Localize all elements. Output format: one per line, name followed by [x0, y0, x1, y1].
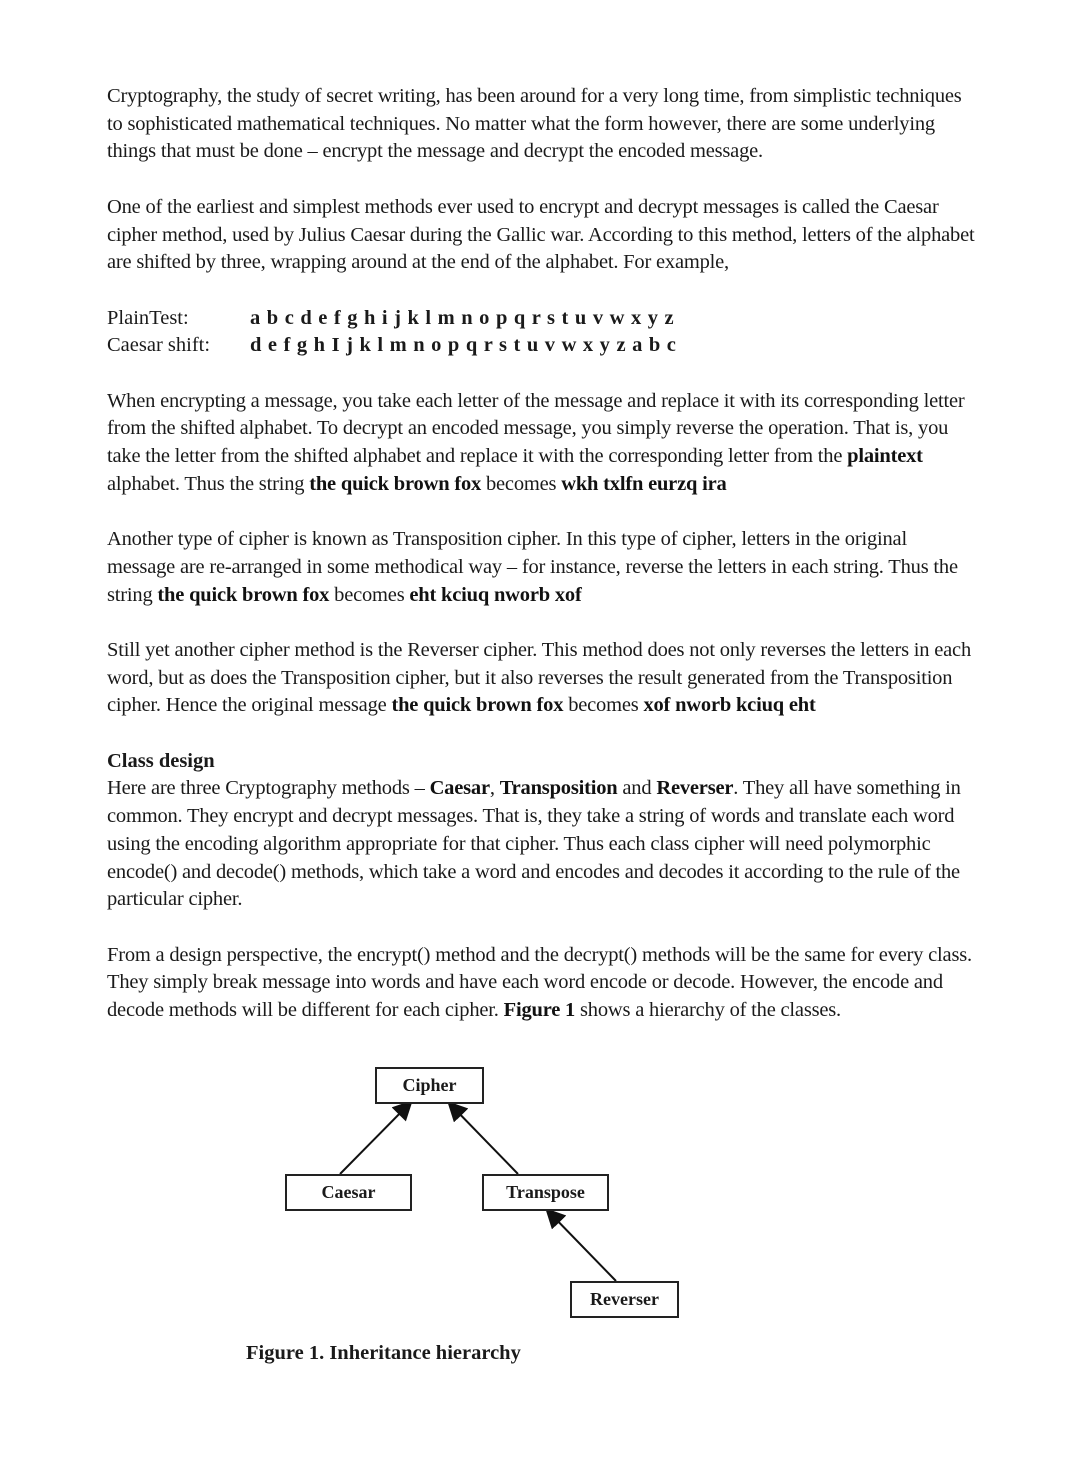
- text: ,: [489, 777, 500, 800]
- plaintext-row: [107, 305, 977, 333]
- bold-result: eht kciuq nworb xof: [409, 583, 582, 606]
- caesar-shift-label: Caesar shift:: [107, 334, 211, 357]
- document-page: [107, 83, 977, 1052]
- class-design-paragraph: [107, 775, 977, 914]
- reverser-paragraph: [107, 637, 977, 720]
- arrow-reverser-to-transpose: [548, 1211, 616, 1281]
- design-perspective-paragraph: [107, 942, 977, 1025]
- arrow-transpose-to-cipher: [450, 1104, 518, 1174]
- arrow-caesar-to-cipher: [340, 1103, 410, 1174]
- figure-reference: Figure 1: [503, 999, 576, 1022]
- transpose-class-box: Transpose: [482, 1174, 609, 1211]
- plaintext-letters: a b c d e f g h i j k l m n o p q r s t u v w x y z: [250, 306, 675, 329]
- text: Another type of cipher is known as Transposition cipher. In this type of cipher, letters in the original message are re-arranged in some methodical way – for instance, reverse the letters in each string. Thus the string: [107, 528, 958, 606]
- text: Still yet another cipher method is the Reverser cipher. This method does not only reverses the letters in each word, but as does the Transposition cipher, but it also reverses the result generated from the Transposition cipher. Hence the original message: [107, 638, 972, 717]
- bold-example: the quick brown fox: [157, 583, 330, 606]
- bold-result: wkh txlfn eurzq ira: [561, 472, 727, 495]
- caesar-shift-row: [107, 332, 977, 360]
- text: becomes: [563, 694, 644, 717]
- text: becomes: [329, 583, 410, 606]
- encrypting-paragraph: [107, 388, 977, 499]
- plaintext-label: PlainTest:: [107, 306, 189, 329]
- caesar-intro-paragraph: One of the earliest and simplest methods ever used to encrypt and decrypt messages is called the Caesar cipher method, used by Julius Caesar during the Gallic war. According to this method, letters of the alphabet are shifted by three, wrapping around at the end of the alphabet. For example,: [107, 195, 975, 274]
- bold-term: Transposition: [499, 777, 618, 800]
- bold-term: Caesar: [429, 777, 490, 800]
- text: . They all have something in common. They encrypt and decrypt messages. That is, they take a string of words and translate each word using the encoding algorithm appropriate for that cipher. Thus each class cipher will need polymorphic encode() and decode() methods, which take a word and encodes and decodes it according to the rule of the particular cipher.: [107, 777, 961, 911]
- text: From a design perspective, the encrypt() method and the decrypt() methods will be the same for every class. They simply break message into words and have each word encode or decode. However, the encode and decode methods will be different for each cipher.: [107, 943, 972, 1022]
- intro-paragraph: Cryptography, the study of secret writing, has been around for a very long time, from simplistic techniques to sophisticated mathematical techniques. No matter what the form however, there are some underlying things that must be done – encrypt the message and decrypt the encoded message.: [107, 85, 962, 163]
- bold-example: the quick brown fox: [309, 472, 482, 495]
- bold-term: plaintext: [847, 445, 923, 468]
- text: Here are three Cryptography methods –: [107, 777, 430, 800]
- text: When encrypting a message, you take each letter of the message and replace it with its corresponding letter from the shifted alphabet. To decrypt an encoded message, you simply reverse the operation. That is, you take the letter from the shifted alphabet and replace it with the corresponding letter from the: [107, 389, 965, 468]
- figure-caption: Figure 1. Inheritance hierarchy: [246, 1342, 521, 1364]
- text: alphabet. Thus the string: [107, 472, 310, 495]
- bold-term: Reverser: [656, 777, 734, 800]
- bold-example: the quick brown fox: [391, 694, 564, 717]
- text: and: [617, 777, 657, 800]
- cipher-class-box: Cipher: [375, 1067, 484, 1104]
- class-design-heading: Class design: [107, 749, 215, 772]
- caesar-class-box: Caesar: [285, 1174, 412, 1211]
- transposition-paragraph: [107, 526, 977, 609]
- alphabet-table: [107, 305, 977, 360]
- caesar-shift-letters: d e f g h I j k l m n o p q r s t u v w x y z a b c: [250, 334, 678, 357]
- reverser-class-box: Reverser: [570, 1281, 679, 1318]
- text: becomes: [481, 472, 562, 495]
- bold-result: xof nworb kciuq eht: [643, 694, 816, 717]
- text: shows a hierarchy of the classes.: [575, 999, 841, 1022]
